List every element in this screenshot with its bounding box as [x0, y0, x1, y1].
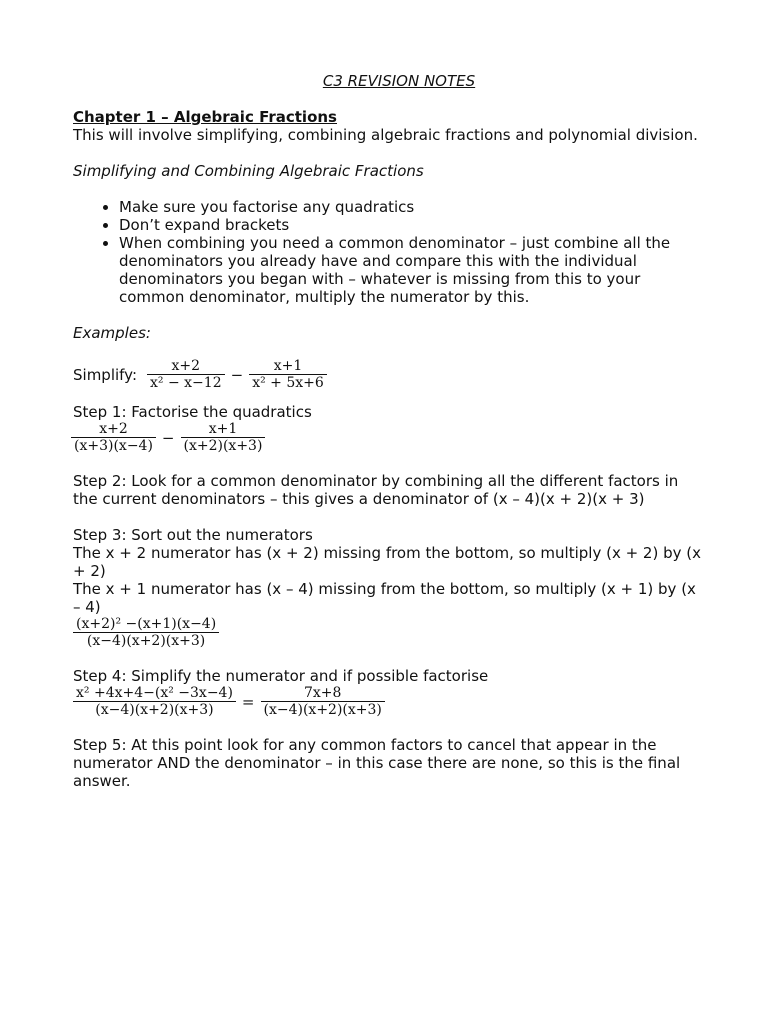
- numerator: x+2: [171, 358, 201, 374]
- fraction: [73, 685, 236, 718]
- page-title: C3 REVISION NOTES: [322, 72, 476, 90]
- fraction: [249, 358, 327, 391]
- fraction: [147, 358, 225, 391]
- examples-label: Examples:: [73, 324, 151, 342]
- denominator: (x+3)(x−4): [74, 438, 153, 454]
- minus-sign: −: [230, 365, 244, 384]
- step-3-line-2: The x + 1 numerator has (x – 4) missing from the bottom, so multiply (x + 1) by (x – 4): [73, 580, 696, 616]
- denominator: (x−4)(x+2)(x+3): [263, 702, 382, 718]
- section-heading: Simplifying and Combining Algebraic Fractions: [73, 162, 424, 180]
- fraction: [71, 421, 156, 454]
- step-3-expression: [73, 616, 703, 649]
- step-3-text: Step 3: Sort out the numerators: [73, 526, 313, 544]
- step-1-text: Step 1: Factorise the quadratics: [73, 403, 312, 421]
- numerator: x+2: [99, 421, 128, 437]
- denominator: x² − x−12: [150, 375, 222, 391]
- step-4-text: Step 4: Simplify the numerator and if possible factorise: [73, 667, 489, 685]
- list-item: • When combining you need a common denominator – just combine all the denominators you already have and compare this with the individual denominators you began with – whatever is missing from this to your common denominator, multiply the numerator by this.: [119, 234, 703, 306]
- numerator: x+1: [273, 358, 303, 374]
- numerator: (x+2)² −(x+1)(x−4): [76, 616, 217, 632]
- denominator: (x+2)(x+3): [183, 438, 263, 454]
- chapter-intro: This will involve simplifying, combining algebraic fractions and polynomial division.: [73, 126, 698, 144]
- equals-sign: =: [241, 692, 255, 711]
- denominator: (x−4)(x+2)(x+3): [95, 702, 214, 718]
- numerator: 7x+8: [303, 685, 342, 701]
- step-4-expression: [73, 685, 703, 718]
- minus-sign: −: [161, 428, 175, 447]
- tips-list: [73, 198, 703, 306]
- step-1-expression: [71, 421, 703, 454]
- list-item: • Make sure you factorise any quadratics: [119, 198, 703, 216]
- step-3-line-1: The x + 2 numerator has (x + 2) missing from the bottom, so multiply (x + 2) by (x + 2): [73, 544, 701, 580]
- document-page: [73, 72, 703, 790]
- fraction: [73, 616, 219, 649]
- chapter-heading: Chapter 1 – Algebraic Fractions: [73, 108, 337, 126]
- step-5-text: Step 5: At this point look for any common factors to cancel that appear in the numerator AND the denominator – in this case there are none, so this is the final answer.: [73, 736, 681, 790]
- denominator: (x−4)(x+2)(x+3): [86, 633, 206, 649]
- numerator: x² +4x+4−(x² −3x−4): [76, 685, 233, 701]
- simplify-label: Simplify:: [73, 365, 138, 384]
- step-2-text: Step 2: Look for a common denominator by combining all the different factors in the current denominators – this gives a denominator of (x – 4)(x + 2)(x + 3): [73, 472, 679, 508]
- denominator: x² + 5x+6: [252, 375, 324, 391]
- fraction: [181, 421, 266, 454]
- simplify-expression: [73, 358, 703, 391]
- list-item: • Don’t expand brackets: [119, 216, 703, 234]
- fraction: [261, 685, 385, 718]
- numerator: x+1: [208, 421, 238, 437]
